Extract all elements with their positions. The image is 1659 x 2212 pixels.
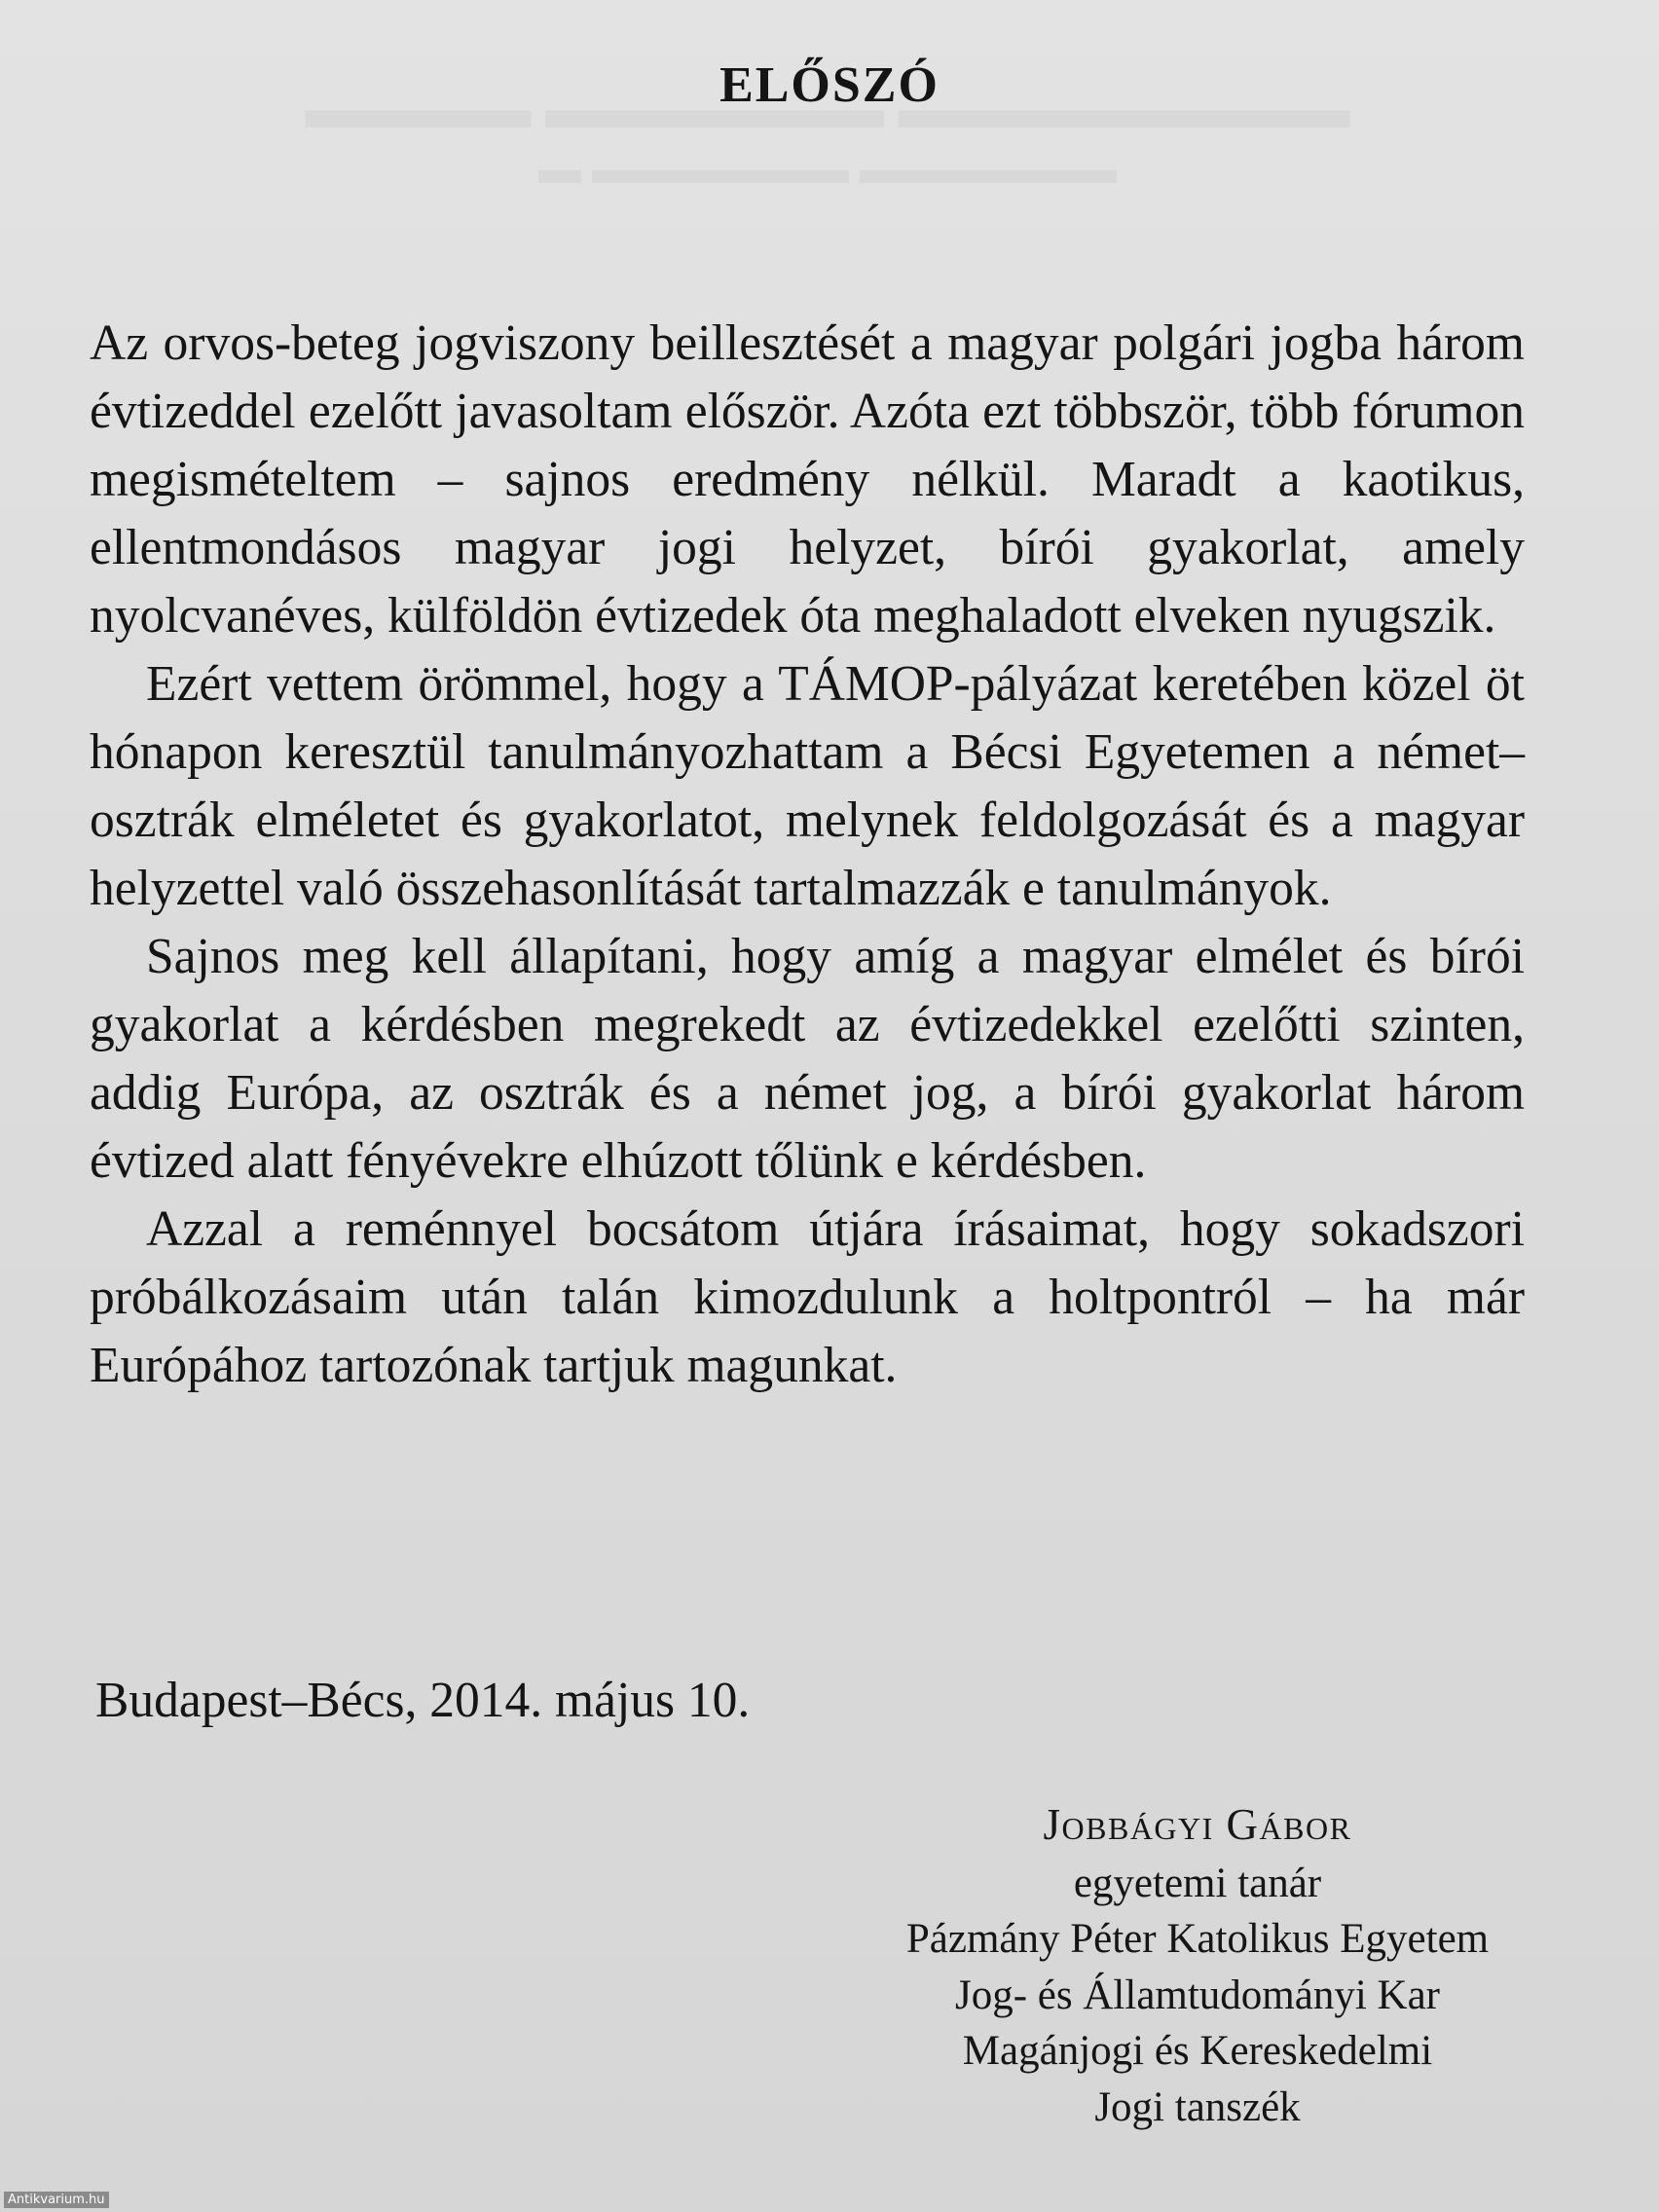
foreword-body [90, 310, 1525, 1400]
author-university: Pázmány Péter Katolikus Egyetem [905, 1916, 1490, 1962]
author-title: egyetemi tanár [1073, 1860, 1322, 1906]
paragraph: Az orvos-beteg jogviszony beillesztését a magyar polgári jogba három évtizeddel ezelőtt javasoltam először. Azóta ezt többször, több fórumon megismételtem – sajnos eredmény nélkül. Maradt a kaotikus, ellentmondásos magyar jogi helyzet, bírói gyakorlat, amely nyolcvanéves, külföldön évtizedek óta meghaladott elveken nyugszik. [90, 315, 1525, 644]
paragraph: Azzal a reménnyel bocsátom útjára írásaimat, hogy sokadszori próbálkozásaim után talán kimozdulunk a holtpontról – ha már Európához tartozónak tartjuk magunkat. [90, 1201, 1525, 1393]
bleed-through-text [438, 144, 1217, 194]
paragraph: Ezért vettem örömmel, hogy a TÁMOP-pályázat keretében közel öt hónapon keresztül tanulmányozhattam a Bécsi Egyetemen a német–osztrák elméletet és gyakorlatot, melynek feldolgozását és a magyar helyzettel való összehasonlítását tartalmazzák e tanulmányok. [90, 656, 1525, 916]
author-department: Magánjogi és Kereskedelmi [962, 2028, 1433, 2074]
paragraph: Sajnos meg kell állapítani, hogy amíg a magyar elmélet és bírói gyakorlat a kérdésben megrekedt az évtizedekkel ezelőtti szinten, addig Európa, az osztrák és a német jog, a bírói gyakorlat három évtized alatt fényévekre elhúzott tőlünk e kérdésben. [90, 929, 1525, 1189]
author-name: Jobbágyi Gábor [1043, 1800, 1352, 1849]
author-department: Jogi tanszék [1094, 2083, 1301, 2130]
signature-block [818, 1797, 1577, 2135]
page-title: ELŐSZÓ [719, 57, 940, 113]
watermark: Antikvarium.hu [4, 2192, 109, 2208]
author-faculty: Jog- és Államtudományi Kar [955, 1972, 1440, 2018]
place-and-date: Budapest–Bécs, 2014. május 10. [95, 1673, 751, 1728]
